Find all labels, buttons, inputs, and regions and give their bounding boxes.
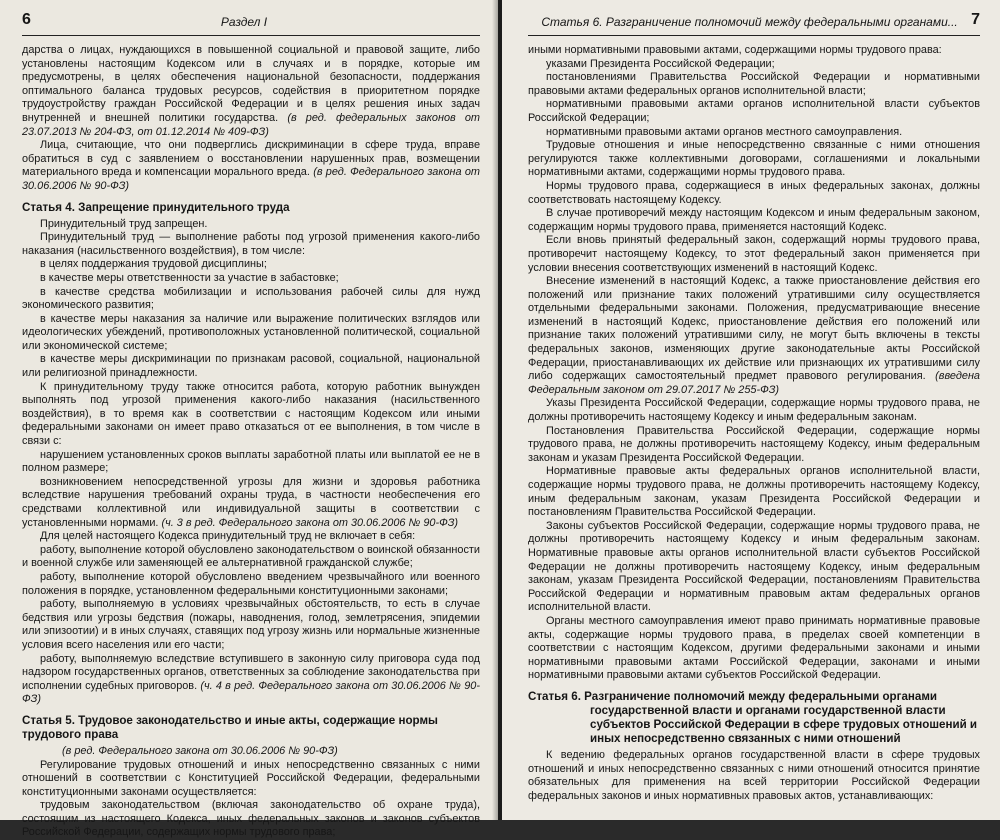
- list-item: трудовым законодательством (включая законодательство об охране труда), состоящим из настоящего Кодекса, иных федеральных законов и законов субъектов Российской Федерации, содержащих нормы трудового права;: [22, 799, 480, 839]
- right-running-head: [528, 0, 980, 36]
- paragraph: Внесение изменений в настоящий Кодекс, а также приостановление действия его положений или признание таких положений утратившими силу осуществляется отдельными федеральными законами. Положения, предусматривающие внесение изменений в настоящий Кодекс, приостановление действия его положений или признание таких положений утратившими силу, не могут быть включены в тексты федеральных законов, изменяющих другие законодательные акты Российской Федерации, приостанавливающих их действие или признающих их утратившими силу либо содержащих самостоятельный предмет правового регулирования. (введена Федеральным законом от 29.07.2017 № 255-ФЗ): [528, 275, 980, 396]
- paragraph: Принудительный труд запрещен.: [40, 217, 208, 230]
- list-item: работу, выполнение которой обусловлено законодательством о воинской обязанности и военной службе или заменяющей ее альтернативной гражданской службе;: [22, 543, 480, 570]
- paragraph: К ведению федеральных органов государственной власти в сфере трудовых отношений и иных непосредственно связанных с ними отношений относится принятие обязательных для применения на всей территории Российской Федерации федеральных законов и иных нормативных правовых актов, устанавливающих:: [528, 748, 980, 802]
- paragraph: Лица, считающие, что они подверглись дискриминации в сфере труда, вправе обратиться в суд с заявлением о восстановлении нарушенных прав, возмещении материального вреда и компенсации морального вреда. (в ред. Федерального закона от 30.06.2006 № 90-ФЗ): [22, 139, 480, 192]
- list-item: постановлениями Правительства Российской Федерации и нормативными правовыми актами федеральных органов исполнительной власти;: [528, 71, 980, 97]
- list-item: работу, выполняемую вследствие вступившего в законную силу приговора суда под надзором государственных органов, ответственных за соблюдение законодательства при исполнении судебных приговоров. (ч. 4 в ред. Федерального закона от 30.06.2006 № 90-ФЗ): [22, 652, 480, 706]
- left-running-head: [22, 0, 480, 36]
- running-title: Статья 6. Разграничение полномочий между федеральными органами...: [541, 15, 958, 29]
- section-label: Раздел I: [220, 15, 268, 29]
- paragraph: В случае противоречий между настоящим Кодексом и иным федеральным законом, содержащим нормы трудового права, применяется настоящий Кодекс.: [528, 207, 980, 233]
- list-item: работу, выполнение которой обусловлено введением чрезвычайного или военного положения в порядке, установленном федеральными конституционными законами;: [22, 570, 480, 597]
- amendment-note: (в ред. федеральных законов от 23.07.2013 № 204-ФЗ, от 01.12.2014 № 409-ФЗ): [22, 111, 480, 138]
- amendment-note: (в ред. Федерального закона от 30.06.2006 № 90-ФЗ): [22, 166, 480, 192]
- paragraph: Регулирование трудовых отношений и иных непосредственно связанных с ними отношений в соответствии с Конституцией Российской Федерации, федеральными конституционными законами осуществляется:: [22, 758, 480, 798]
- paragraph: Трудовые отношения и иные непосредственно связанные с ними отношения регулируются также коллективными договорами, соглашениями и локальными нормативными актами, содержащими нормы трудового права.: [528, 139, 980, 179]
- amendment-note: (в ред. Федерального закона от 30.06.2006 № 90-ФЗ): [62, 744, 338, 757]
- paragraph: иными нормативными правовыми актами, содержащими нормы трудового права:: [528, 44, 942, 56]
- paragraph: Нормативные правовые акты федеральных органов исполнительной власти, содержащие нормы трудового права, не должны противоречить настоящему Кодексу, иным федеральным законам, указам Президента Российской Федерации и постановлениям Правительства Российской Федерации.: [528, 465, 980, 519]
- list-item: нормативными правовыми актами органов местного самоуправления.: [546, 125, 903, 138]
- left-page-body: [22, 36, 480, 840]
- paragraph: Нормы трудового права, содержащиеся в иных федеральных законах, должны соответствовать настоящему Кодексу.: [528, 179, 980, 206]
- paragraph: К принудительному труду также относится работа, которую работник вынужден выполнять под угрозой применения какого-либо наказания (насильственного воздействия), в то время как в соответствии с настоящим Кодексом или иными федеральными законами он имеет право отказаться от ее выполнения, в том числе в связи с:: [22, 380, 480, 448]
- paragraph: Законы субъектов Российской Федерации, содержащие нормы трудового права, не должны противоречить настоящему Кодексу и иным федеральным законам. Нормативные правовые акты органов исполнительной власти субъектов Российской Федерации не должны противоречить настоящему Кодексу, иным федеральным законам, указам Президента Российской Федерации, постановлениям Правительства Российской Федерации и нормативным правовым актам федеральных органов исполнительной власти.: [528, 519, 980, 614]
- list-item: в качестве меры наказания за наличие или выражение политических взглядов или идеологических убеждений, противоположных установленной политической, социальной или экономической системе;: [22, 312, 480, 352]
- right-page: [502, 0, 1000, 820]
- list-item: в качестве меры ответственности за участие в забастовке;: [40, 271, 339, 284]
- list-item: в качестве меры дискриминации по признакам расовой, социальной, национальной или религиозной принадлежности.: [22, 353, 480, 380]
- amendment-note: (введена Федеральным законом от 29.07.2017 № 255-ФЗ): [528, 370, 980, 396]
- article-heading: Статья 5. Трудовое законодательство и иные акты, содержащие нормы трудового права: [22, 713, 438, 741]
- list-item: в качестве средства мобилизации и использования рабочей силы для нужд экономического развития;: [22, 285, 480, 312]
- page-number: 6: [22, 11, 31, 28]
- amendment-note: (ч. 3 в ред. Федерального закона от 30.06.2006 № 90-ФЗ): [161, 516, 459, 529]
- article-heading: Статья 4. Запрещение принудительного труда: [22, 200, 290, 214]
- list-item: указами Президента Российской Федерации;: [546, 57, 775, 70]
- amendment-note: (ч. 4 в ред. Федерального закона от 30.06.2006 № 90-ФЗ): [22, 679, 480, 706]
- paragraph: Указы Президента Российской Федерации, содержащие нормы трудового права, не должны противоречить настоящему Кодексу и иным федеральным законам.: [528, 397, 980, 424]
- paragraph: Если вновь принятый федеральный закон, содержащий нормы трудового права, противоречит настоящему Кодексу, то этот федеральный закон применяется при условии внесения соответствующих изменений в настоящий Кодекс.: [528, 234, 980, 274]
- article-heading: Статья 6. Разграничение полномочий между федеральными органами государственной власти и органами государственной власти субъектов Российской Федерации в сфере трудовых отношений и иных непосредственно связанных с ними отношений: [528, 689, 978, 745]
- list-item: работу, выполняемую в условиях чрезвычайных обстоятельств, то есть в случае бедствия или угрозы бедствия (пожары, наводнения, голод, землетрясения, эпидемии или эпизоотии) и в иных случаях, ставящих под угрозу жизнь или нормальные жизненные условия всего населения или его части;: [22, 598, 480, 651]
- list-item: возникновением непосредственной угрозы для жизни и здоровья работника вследствие нарушения требований охраны труда, в частности необеспечения его средствами коллективной или индивидуальной защиты в соответствии с установленными нормами. (ч. 3 в ред. Федерального закона от 30.06.2006 № 90-ФЗ): [22, 475, 480, 529]
- right-page-body: [528, 36, 980, 803]
- list-item: нарушением установленных сроков выплаты заработной платы или выплатой ее не в полном размере;: [22, 448, 480, 475]
- page-number: 7: [971, 11, 980, 28]
- left-page: [0, 0, 498, 839]
- paragraph: дарства о лицах, нуждающихся в повышенной социальной и правовой защите, либо установлены настоящим Кодексом или в случаях и в порядке, которые им предусмотрены, в целях обеспечения национальной безопасности, поддержания оптимального баланса трудовых ресурсов, содействия в приоритетном порядке трудоустройству граждан Российской Федерации и в целях решения иных задач внутренней и внешней политики государства. (в ред. федеральных законов от 23.07.2013 № 204-ФЗ, от 01.12.2014 № 409-ФЗ): [22, 44, 480, 138]
- paragraph: Постановления Правительства Российской Федерации, содержащие нормы трудового права, не должны противоречить настоящему Кодексу, иным федеральным законам и указам Президента Российской Федерации.: [528, 424, 980, 464]
- paragraph: Для целей настоящего Кодекса принудительный труд не включает в себя:: [40, 530, 416, 543]
- paragraph: Принудительный труд — выполнение работы под угрозой применения какого-либо наказания (насильственного воздействия), в том числе:: [22, 231, 480, 257]
- paragraph: Органы местного самоуправления имеют право принимать нормативные правовые акты, содержащие нормы трудового права, в пределах своей компетенции в соответствии с настоящим Кодексом, другими федеральными законами и иными нормативными правовыми актами Российской Федерации, законами и иными нормативными правовыми актами субъектов Российской Федерации.: [528, 614, 980, 682]
- list-item: нормативными правовыми актами органов исполнительной власти субъектов Российской Федерации;: [528, 98, 980, 124]
- list-item: в целях поддержания трудовой дисциплины;: [40, 258, 267, 271]
